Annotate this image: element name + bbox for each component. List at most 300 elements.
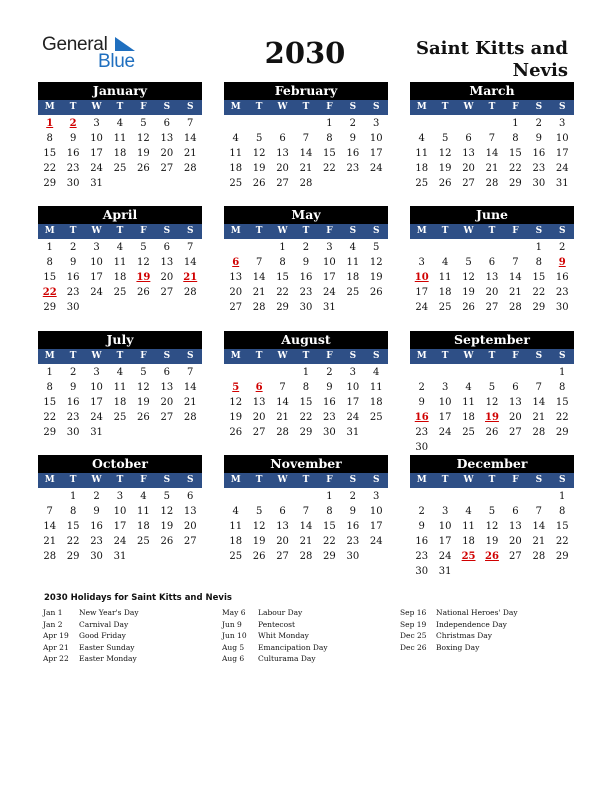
weekday-header — [224, 473, 388, 488]
country-title: Saint Kitts and Nevis — [415, 38, 568, 81]
day: 29 — [323, 551, 336, 562]
day: 25 — [415, 178, 429, 189]
day: 1 — [302, 367, 310, 378]
day: 14 — [485, 148, 499, 159]
weekday-label: S — [558, 226, 566, 236]
day: 18 — [415, 163, 429, 174]
holiday-row — [43, 653, 139, 665]
weekday-label: S — [372, 475, 380, 485]
day: 22 — [66, 536, 80, 547]
empty-day — [410, 365, 433, 380]
day: 8 — [279, 257, 286, 268]
day: 26 — [252, 551, 266, 562]
empty-day — [247, 489, 270, 504]
holiday-day: 21 — [183, 272, 198, 283]
day: 24 — [555, 163, 569, 174]
day: 15 — [276, 272, 289, 283]
weekday-label: F — [512, 102, 519, 112]
empty-day — [504, 489, 527, 504]
day: 26 — [462, 302, 475, 313]
day: 4 — [140, 491, 147, 502]
day: 13 — [160, 133, 174, 144]
empty-day — [247, 116, 270, 131]
holiday-date: Apr 19 — [43, 631, 69, 640]
weekday-label: W — [91, 226, 102, 236]
holiday-row — [43, 642, 139, 654]
day: 11 — [229, 521, 243, 532]
day: 28 — [252, 302, 266, 313]
holiday-date: Jun 9 — [222, 619, 242, 629]
weekday-label: F — [140, 102, 147, 112]
day: 3 — [349, 367, 356, 378]
day: 20 — [509, 536, 522, 547]
day: 8 — [559, 506, 566, 517]
weekday-label: T — [302, 475, 310, 485]
day: 15 — [43, 148, 57, 159]
day: 9 — [93, 506, 100, 517]
day: 9 — [69, 133, 77, 144]
day: 29 — [532, 302, 546, 313]
day: 5 — [163, 491, 170, 502]
day: 16 — [66, 148, 80, 159]
weekday-header — [38, 224, 202, 239]
day: 5 — [255, 506, 263, 517]
weekday-label: M — [44, 475, 55, 485]
day: 25 — [229, 178, 243, 189]
holiday-name: Boxing Day — [436, 642, 480, 652]
weekday-header — [38, 349, 202, 364]
day: 28 — [43, 551, 57, 562]
day: 24 — [90, 287, 103, 298]
day: 5 — [140, 367, 147, 378]
day: 3 — [93, 242, 100, 253]
day: 26 — [137, 163, 150, 174]
day-grid — [410, 115, 574, 191]
holiday-date: Aug 6 — [222, 654, 245, 663]
empty-day — [224, 116, 247, 131]
day: 8 — [326, 506, 333, 517]
day: 17 — [415, 287, 429, 298]
month-title: February — [224, 82, 388, 100]
day: 8 — [535, 257, 542, 268]
weekday-label: T — [488, 102, 496, 112]
weekday-label: S — [163, 351, 171, 361]
empty-day — [433, 240, 456, 255]
day: 29 — [555, 427, 569, 438]
weekday-label: T — [488, 226, 496, 236]
day: 21 — [252, 287, 266, 298]
day: 2 — [69, 242, 77, 253]
holiday-row — [222, 630, 328, 642]
day: 31 — [113, 551, 127, 562]
month-february — [224, 82, 388, 191]
day: 12 — [485, 397, 499, 408]
day: 12 — [369, 257, 383, 268]
day: 7 — [187, 118, 194, 129]
holiday-row — [222, 642, 328, 654]
day: 15 — [555, 521, 569, 532]
weekday-label: T — [69, 475, 77, 485]
day: 12 — [137, 382, 150, 393]
holiday-day: 6 — [232, 257, 240, 268]
day: 21 — [485, 163, 499, 174]
logo-general-text: General — [42, 34, 108, 55]
month-may — [224, 206, 388, 315]
day: 23 — [299, 287, 313, 298]
day: 7 — [302, 506, 310, 517]
day: 3 — [93, 118, 100, 129]
day: 11 — [113, 382, 127, 393]
day: 24 — [90, 163, 103, 174]
day: 16 — [90, 521, 103, 532]
day: 30 — [415, 442, 429, 453]
day-grid — [38, 488, 202, 564]
day: 9 — [349, 133, 356, 144]
day: 26 — [438, 178, 452, 189]
day: 30 — [299, 302, 313, 313]
weekday-label: W — [277, 351, 288, 361]
day: 23 — [555, 287, 569, 298]
holiday-column — [43, 607, 139, 665]
day: 19 — [160, 521, 174, 532]
day: 23 — [346, 536, 360, 547]
day: 27 — [183, 536, 197, 547]
day: 22 — [323, 163, 336, 174]
weekday-label: S — [535, 475, 543, 485]
empty-day — [271, 489, 294, 504]
holiday-date: Sep 19 — [400, 619, 427, 629]
weekday-label: S — [349, 351, 357, 361]
holiday-name: Easter Monday — [79, 654, 137, 663]
day: 1 — [326, 118, 333, 129]
weekday-label: T — [69, 226, 77, 236]
weekday-label: T — [116, 226, 124, 236]
day: 21 — [532, 536, 546, 547]
weekday-label: S — [163, 475, 171, 485]
day: 22 — [323, 536, 336, 547]
day: 2 — [93, 491, 100, 502]
month-title: December — [410, 455, 574, 473]
day: 11 — [113, 257, 127, 268]
weekday-label: T — [441, 226, 449, 236]
day: 1 — [559, 367, 566, 378]
day: 28 — [183, 412, 197, 423]
weekday-label: T — [255, 475, 263, 485]
holiday-date: Apr 22 — [43, 654, 69, 663]
day: 11 — [462, 397, 475, 408]
day: 14 — [183, 133, 197, 144]
holiday-row — [222, 619, 328, 631]
day: 12 — [438, 148, 452, 159]
holiday-name: Labour Day — [258, 608, 303, 617]
day: 10 — [555, 133, 569, 144]
day: 4 — [116, 118, 124, 129]
day: 10 — [323, 257, 336, 268]
day: 8 — [559, 382, 566, 393]
day: 5 — [140, 118, 147, 129]
day: 6 — [488, 257, 496, 268]
day: 1 — [279, 242, 286, 253]
day: 3 — [441, 506, 449, 517]
weekday-label: M — [416, 226, 427, 236]
day: 3 — [116, 491, 124, 502]
day: 11 — [113, 133, 127, 144]
day: 20 — [183, 521, 197, 532]
holiday-name: New Year's Day — [79, 608, 139, 617]
day: 27 — [160, 287, 174, 298]
day: 10 — [346, 382, 360, 393]
day: 31 — [438, 566, 452, 577]
day: 20 — [509, 412, 522, 423]
day: 22 — [299, 412, 313, 423]
holiday-row — [400, 642, 518, 654]
holiday-name: Good Friday — [79, 631, 126, 640]
weekday-label: M — [230, 475, 241, 485]
day: 30 — [415, 566, 429, 577]
day: 3 — [326, 242, 333, 253]
day: 4 — [465, 506, 472, 517]
day: 9 — [418, 397, 425, 408]
day: 26 — [369, 287, 383, 298]
weekday-label: W — [91, 351, 102, 361]
day: 29 — [509, 178, 522, 189]
day: 13 — [160, 257, 174, 268]
day: 14 — [43, 521, 57, 532]
day: 2 — [349, 118, 356, 129]
weekday-label: W — [463, 351, 474, 361]
day: 15 — [323, 521, 336, 532]
empty-day — [247, 365, 270, 380]
weekday-header — [410, 224, 574, 239]
day: 28 — [485, 178, 499, 189]
day: 31 — [346, 427, 360, 438]
day: 4 — [116, 242, 124, 253]
month-november — [224, 455, 388, 564]
day-grid — [38, 364, 202, 440]
holiday-day: 6 — [255, 382, 263, 393]
holiday-date: Jan 2 — [43, 619, 63, 629]
day: 17 — [438, 536, 452, 547]
day: 28 — [299, 178, 313, 189]
day: 20 — [276, 536, 289, 547]
day: 8 — [326, 133, 333, 144]
empty-day — [271, 365, 294, 380]
day: 9 — [535, 133, 542, 144]
day: 20 — [160, 397, 174, 408]
day: 26 — [229, 427, 243, 438]
day: 4 — [232, 506, 239, 517]
day: 28 — [183, 287, 197, 298]
day: 5 — [140, 242, 147, 253]
day: 4 — [465, 382, 472, 393]
day: 27 — [229, 302, 243, 313]
empty-day — [38, 489, 61, 504]
day: 22 — [555, 412, 569, 423]
holiday-day: 9 — [558, 257, 566, 268]
day: 11 — [346, 257, 360, 268]
holiday-row — [43, 630, 139, 642]
day: 6 — [512, 506, 519, 517]
day: 29 — [555, 551, 569, 562]
weekday-header — [38, 100, 202, 115]
day: 21 — [43, 536, 57, 547]
day: 4 — [232, 133, 239, 144]
day: 16 — [532, 148, 546, 159]
day: 16 — [66, 397, 80, 408]
day: 16 — [323, 397, 336, 408]
holiday-column — [222, 607, 328, 665]
weekday-label: T — [441, 351, 449, 361]
weekday-label: T — [69, 351, 77, 361]
day: 8 — [46, 382, 53, 393]
weekday-label: S — [163, 102, 171, 112]
day: 9 — [69, 257, 77, 268]
day: 19 — [229, 412, 243, 423]
weekday-header — [410, 473, 574, 488]
empty-day — [224, 365, 247, 380]
holiday-name: National Heroes' Day — [436, 608, 518, 617]
holiday-row — [43, 607, 139, 619]
day: 20 — [160, 148, 174, 159]
day: 1 — [559, 491, 566, 502]
day: 15 — [555, 397, 569, 408]
weekday-label: S — [186, 102, 194, 112]
day: 24 — [113, 536, 127, 547]
day: 3 — [559, 118, 566, 129]
day: 7 — [255, 257, 263, 268]
holiday-row — [400, 630, 518, 642]
day-grid — [224, 115, 388, 191]
day: 13 — [229, 272, 243, 283]
holiday-day: 19 — [485, 412, 499, 423]
weekday-label: F — [326, 475, 333, 485]
holiday-date: Jan 1 — [43, 608, 63, 617]
day: 18 — [462, 412, 475, 423]
holiday-row — [43, 619, 139, 631]
weekday-label: S — [163, 226, 171, 236]
empty-day — [457, 365, 480, 380]
day: 18 — [113, 272, 127, 283]
day: 14 — [509, 272, 522, 283]
holiday-date: Jun 10 — [222, 631, 247, 640]
month-july — [38, 331, 202, 440]
holiday-row — [222, 607, 328, 619]
day-grid — [38, 115, 202, 191]
empty-day — [480, 489, 503, 504]
day: 17 — [555, 148, 569, 159]
day: 23 — [346, 163, 360, 174]
weekday-label: M — [416, 102, 427, 112]
day: 8 — [46, 133, 53, 144]
weekday-label: M — [416, 475, 427, 485]
weekday-label: M — [230, 226, 241, 236]
weekday-label: T — [255, 102, 263, 112]
weekday-label: S — [186, 351, 194, 361]
empty-day — [457, 116, 480, 131]
day: 4 — [349, 242, 356, 253]
day: 10 — [438, 521, 452, 532]
day: 1 — [46, 367, 53, 378]
day: 29 — [43, 427, 57, 438]
weekday-label: T — [116, 102, 124, 112]
day-grid — [410, 364, 574, 455]
holidays-title: 2030 Holidays for Saint Kitts and Nevis — [44, 593, 232, 603]
holiday-column — [400, 607, 518, 653]
weekday-label: W — [463, 226, 474, 236]
weekday-label: W — [277, 475, 288, 485]
day: 22 — [276, 287, 289, 298]
weekday-label: T — [488, 351, 496, 361]
day: 24 — [369, 536, 383, 547]
weekday-label: S — [349, 226, 357, 236]
weekday-label: S — [349, 102, 357, 112]
day: 10 — [113, 506, 127, 517]
day-grid — [224, 239, 388, 315]
month-title: July — [38, 331, 202, 349]
holiday-name: Culturama Day — [258, 654, 316, 663]
day: 21 — [299, 163, 313, 174]
month-march — [410, 82, 574, 191]
day: 15 — [43, 272, 57, 283]
day: 31 — [323, 302, 336, 313]
weekday-header — [224, 349, 388, 364]
day: 3 — [441, 382, 449, 393]
day: 1 — [46, 242, 53, 253]
weekday-label: F — [512, 351, 519, 361]
day: 19 — [369, 272, 383, 283]
day: 19 — [438, 163, 452, 174]
day: 12 — [252, 148, 266, 159]
weekday-label: F — [326, 226, 333, 236]
day: 17 — [369, 148, 383, 159]
day: 20 — [252, 412, 266, 423]
empty-day — [294, 116, 317, 131]
weekday-label: M — [230, 351, 241, 361]
day: 7 — [535, 382, 542, 393]
day: 9 — [418, 521, 425, 532]
weekday-label: T — [302, 351, 310, 361]
day: 27 — [160, 412, 174, 423]
weekday-label: F — [512, 475, 519, 485]
weekday-label: T — [441, 102, 449, 112]
day: 25 — [346, 287, 360, 298]
month-title: April — [38, 206, 202, 224]
day: 19 — [137, 397, 150, 408]
month-title: June — [410, 206, 574, 224]
weekday-label: S — [372, 102, 380, 112]
day: 5 — [441, 133, 449, 144]
day: 24 — [438, 551, 452, 562]
day: 3 — [373, 491, 380, 502]
day: 23 — [66, 163, 80, 174]
day: 21 — [183, 148, 197, 159]
day: 16 — [299, 272, 313, 283]
weekday-label: M — [44, 226, 55, 236]
day: 31 — [90, 427, 103, 438]
day: 18 — [438, 287, 452, 298]
weekday-label: W — [463, 102, 474, 112]
day: 16 — [415, 536, 429, 547]
weekday-header — [38, 473, 202, 488]
day: 12 — [462, 272, 475, 283]
month-january — [38, 82, 202, 191]
day: 14 — [183, 257, 197, 268]
weekday-label: M — [44, 102, 55, 112]
day: 18 — [113, 148, 127, 159]
day: 14 — [299, 148, 313, 159]
month-title: January — [38, 82, 202, 100]
day: 7 — [535, 506, 542, 517]
